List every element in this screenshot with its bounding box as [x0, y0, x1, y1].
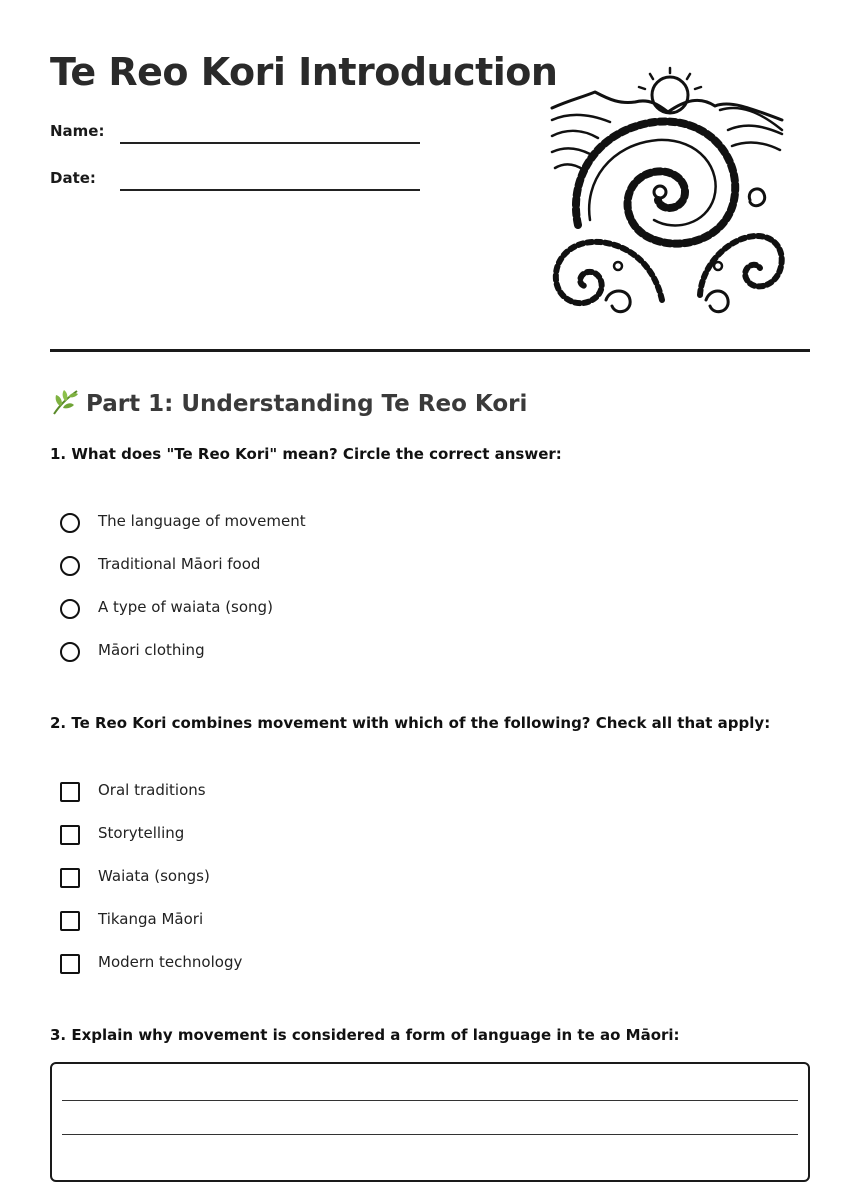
checkbox[interactable]: [60, 954, 80, 974]
koru-sun-mountain-icon: [550, 60, 790, 315]
answer-line[interactable]: [62, 1134, 798, 1135]
checkbox[interactable]: [60, 868, 80, 888]
option-label: Traditional Māori food: [98, 555, 261, 573]
leaf-icon: [50, 387, 80, 417]
option-label: Tikanga Māori: [98, 910, 204, 928]
page-title: Te Reo Kori Introduction: [50, 50, 558, 94]
name-label: Name:: [50, 122, 105, 140]
radio-circle[interactable]: [60, 556, 80, 576]
question-1: 1. What does "Te Reo Kori" mean? Circle the correct answer:: [50, 445, 562, 463]
name-field[interactable]: [50, 122, 420, 152]
option-label: Modern technology: [98, 953, 243, 971]
answer-line[interactable]: [62, 1100, 798, 1101]
date-label: Date:: [50, 169, 96, 187]
radio-circle[interactable]: [60, 599, 80, 619]
checkbox[interactable]: [60, 911, 80, 931]
option-label: Waiata (songs): [98, 867, 210, 885]
q2-option[interactable]: [60, 910, 660, 936]
option-label: A type of waiata (song): [98, 598, 273, 616]
q1-option[interactable]: [60, 512, 660, 538]
q1-option[interactable]: [60, 598, 660, 624]
part1-title-text: Part 1: Understanding Te Reo Kori: [86, 391, 528, 417]
q1-option[interactable]: [60, 641, 660, 667]
option-label: Oral traditions: [98, 781, 206, 799]
q1-option[interactable]: [60, 555, 660, 581]
answer-box[interactable]: [50, 1062, 810, 1182]
question-3: 3. Explain why movement is considered a form of language in te ao Māori:: [50, 1026, 680, 1044]
checkbox[interactable]: [60, 825, 80, 845]
date-line[interactable]: [120, 189, 420, 191]
radio-circle[interactable]: [60, 642, 80, 662]
option-label: The language of movement: [98, 512, 306, 530]
q2-option[interactable]: [60, 867, 660, 893]
part1-title: [50, 387, 527, 417]
name-line[interactable]: [120, 142, 420, 144]
q2-option[interactable]: [60, 953, 660, 979]
date-field[interactable]: [50, 169, 420, 199]
header-divider: [50, 349, 810, 352]
question-2: 2. Te Reo Kori combines movement with which of the following? Check all that apply:: [50, 714, 771, 732]
q2-option[interactable]: [60, 824, 660, 850]
option-label: Māori clothing: [98, 641, 205, 659]
radio-circle[interactable]: [60, 513, 80, 533]
checkbox[interactable]: [60, 782, 80, 802]
q2-option[interactable]: [60, 781, 660, 807]
option-label: Storytelling: [98, 824, 185, 842]
